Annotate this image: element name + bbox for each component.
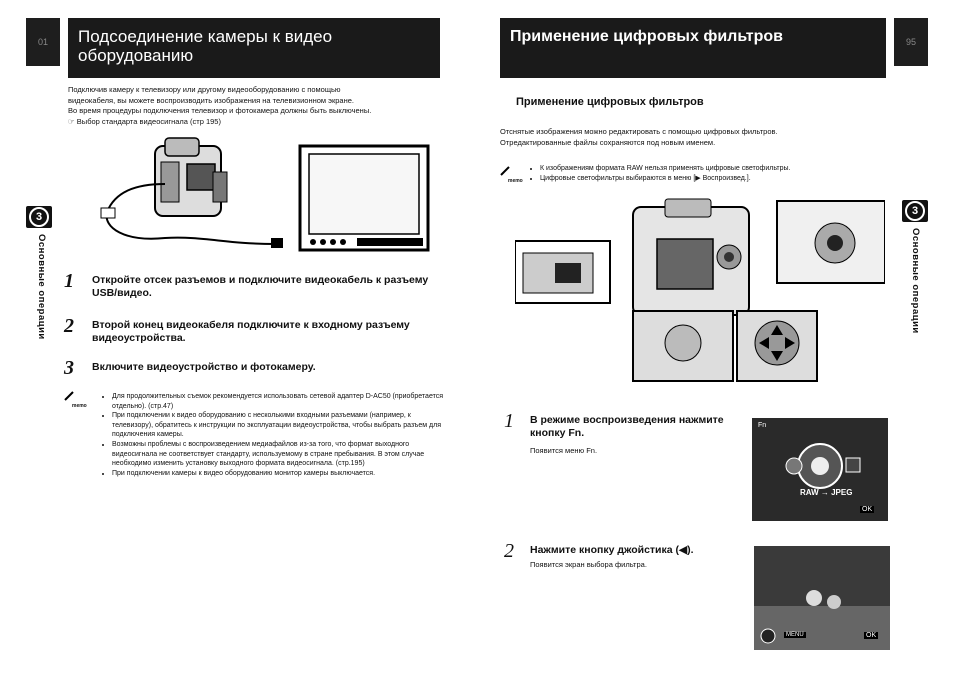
chapter-badge-right — [902, 200, 928, 222]
intro-line: Во время процедуры подключения телевизор и фотокамера должны быть выключены. — [68, 106, 372, 115]
intro-line: ☞ Выбор стандарта видеосигнала (стр 195) — [68, 116, 221, 126]
camera-tv-connection-illustration — [95, 132, 435, 252]
step-text: Включите видеоустройство и фотокамеру. — [92, 361, 316, 373]
raw-jpeg-label: RAW → JPEG — [800, 488, 853, 497]
memo-icon-right — [500, 163, 526, 184]
page-number-tab-left — [26, 18, 60, 66]
note-item: • Возможны проблемы с воспроизведением медиафайлов из-за того, что формат выходного видеосигнала не соответствует стандарту, используемому в стране пребывания. В этом случае необходимо изменить установку выходного формата видеосигнала. (стр.195) — [112, 440, 452, 469]
section-banner-right — [500, 18, 886, 78]
intro-line: Подключив камеру к телевизору или другому видеооборудованию с помощью — [68, 85, 341, 94]
step-text: В режиме воспроизведения нажмите кнопку Fn. — [530, 414, 724, 439]
side-label-right: Основные операции — [910, 228, 921, 334]
intro-text-right — [500, 127, 880, 148]
page-number-tab-right — [894, 18, 928, 66]
section-heading-right: Применение цифровых фильтров — [516, 96, 704, 108]
chapter-number-right: 3 — [905, 201, 925, 221]
fn-menu-screen — [752, 418, 888, 521]
camera-drawing — [155, 138, 227, 216]
side-label-left: Основные операции — [36, 234, 47, 340]
note-item: • При подключении камеры к видео оборудованию монитор камеры выключается. — [112, 469, 452, 479]
step-number: 1 — [504, 410, 514, 432]
notes-right — [530, 164, 880, 183]
note-item: • Для продолжительных съемок рекомендуется использовать сетевой адаптер D-AC50 (приобретается отдельно). (стр.47) — [112, 392, 452, 411]
step-number: 2 — [64, 315, 74, 337]
camera-screen — [657, 239, 713, 289]
step-subtext: Появится меню Fn. — [530, 446, 598, 455]
menu-label: MENU — [786, 632, 804, 638]
banner-title-right: Применение цифровых фильтров — [510, 28, 783, 45]
ok-label: OK — [866, 632, 877, 639]
fn-label: Fn — [758, 422, 767, 429]
memo-label: memo — [508, 178, 523, 184]
intro-line: Отредактированные файлы сохраняются под новым именем. — [500, 137, 716, 147]
step-text: Нажмите кнопку джойстика (◀). — [530, 544, 694, 556]
memo-pencil-icon — [64, 391, 76, 401]
step-text: Откройте отсек разъемов и подключите видеокабель к разъему USB/видео. — [92, 274, 429, 299]
page-number-left: 01 — [37, 37, 48, 47]
chapter-number-left: 3 — [29, 207, 49, 227]
section-banner-left — [68, 18, 440, 78]
step-subtext: Появится экран выбора фильтра. — [530, 560, 647, 569]
note-item: • К изображениям формата RAW нельзя применять цифровые светофильтры. — [540, 164, 880, 174]
notes-left — [102, 392, 452, 478]
step-number: 1 — [64, 270, 74, 292]
banner-title-left: Подсоединение камеры к видео оборудованию — [78, 27, 333, 65]
ok-label: OK — [862, 506, 873, 513]
intro-line: видеокабеля, вы можете воспроизводить изображения на телевизионном экране. — [68, 95, 354, 105]
chapter-badge-left — [26, 206, 52, 228]
intro-text-left — [68, 85, 448, 127]
camera-back-illustration — [515, 193, 885, 383]
step-text: Второй конец видеокабеля подключите к входному разъему видеоустройства. — [92, 319, 410, 344]
intro-line: Отснятые изображения можно редактировать с помощью цифровых фильтров. — [500, 127, 778, 136]
step-number: 2 — [504, 540, 514, 562]
step-number: 3 — [64, 357, 74, 379]
memo-icon-left — [64, 388, 90, 409]
memo-pencil-icon — [500, 166, 512, 176]
memo-label: memo — [72, 403, 87, 409]
tv-drawing — [300, 146, 428, 250]
filter-select-screen — [754, 546, 890, 650]
page-number-right: 95 — [905, 37, 916, 47]
note-item: • Цифровые светофильтры выбираются в меню [▶ Воспроизвед.]. — [540, 174, 880, 184]
note-item: • При подключении к видео оборудованию с несколькими входными разъемами (например, к телевизору), обратитесь к инструкции по эксплуатации видеоустройства, чтобы выбрать разъем для подключения камеры. — [112, 411, 452, 440]
